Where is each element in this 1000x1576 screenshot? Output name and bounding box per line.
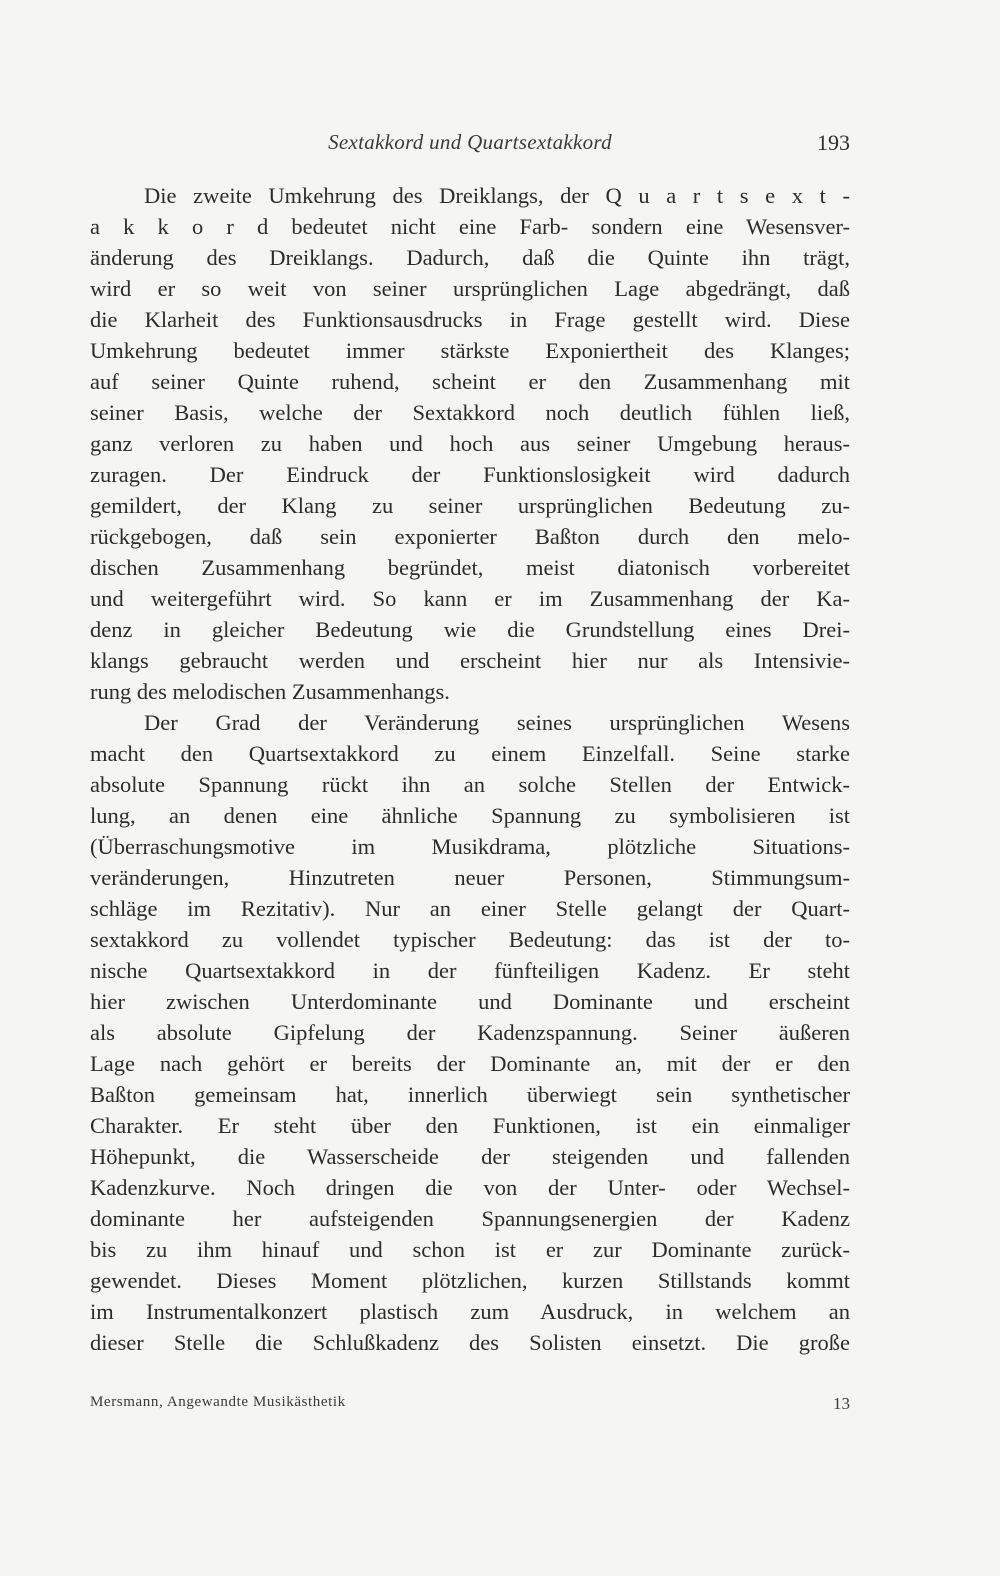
text-line: gewendet. Dieses Moment plötzlichen, kurzen Stillstands kommt (90, 1268, 850, 1293)
text-line: dischen Zusammenhang begründet, meist diatonisch vorbereitet (90, 555, 850, 580)
page-footer (90, 1394, 850, 1418)
printer-signature: Mersmann, Angewandte Musikästhetik (90, 1394, 346, 1410)
text-line: im Instrumentalkonzert plastisch zum Ausdruck, in welchem an (90, 1299, 850, 1324)
paragraph-1 (90, 180, 850, 707)
text-line: lung, an denen eine ähnliche Spannung zu symbolisieren ist (90, 803, 850, 828)
text-line: und weitergeführt wird. So kann er im Zusammenhang der Ka- (90, 586, 850, 611)
text-line: auf seiner Quinte ruhend, scheint er den Zusammenhang mit (90, 369, 850, 394)
text-line: als absolute Gipfelung der Kadenzspannung. Seiner äußeren (90, 1020, 850, 1045)
body-text (90, 180, 850, 1358)
text-line: Baßton gemeinsam hat, innerlich überwiegt sein synthetischer (90, 1082, 850, 1107)
text-line: nische Quartsextakkord in der fünfteiligen Kadenz. Er steht (90, 958, 850, 983)
text-line: Umkehrung bedeutet immer stärkste Exponiertheit des Klanges; (90, 338, 850, 363)
text-line: gemildert, der Klang zu seiner ursprünglichen Bedeutung zu- (90, 493, 850, 518)
text-line: sextakkord zu vollendet typischer Bedeutung: das ist der to- (90, 927, 850, 952)
text-line: Höhepunkt, die Wasserscheide der steigenden und fallenden (90, 1144, 850, 1169)
text-line: macht den Quartsextakkord zu einem Einzelfall. Seine starke (90, 741, 850, 766)
text-line: ganz verloren zu haben und hoch aus seiner Umgebung heraus- (90, 431, 850, 456)
page-number: 193 (817, 130, 850, 155)
text-line: hier zwischen Unterdominante und Dominante und erscheint (90, 989, 850, 1014)
text-line: Der Grad der Veränderung seines ursprünglichen Wesens (144, 710, 850, 735)
text-line: Kadenzkurve. Noch dringen die von der Unter- oder Wechsel- (90, 1175, 850, 1200)
text-line: seiner Basis, welche der Sextakkord noch deutlich fühlen ließ, (90, 400, 850, 425)
text-line: a k k o r d bedeutet nicht eine Farb- sondern eine Wesensver- (90, 214, 850, 239)
text-line: bis zu ihm hinauf und schon ist er zur Dominante zurück- (90, 1237, 850, 1262)
text-line: rung des melodischen Zusammenhangs. (90, 679, 450, 704)
paragraph-2 (90, 707, 850, 1358)
text-line: absolute Spannung rückt ihn an solche Stellen der Entwick- (90, 772, 850, 797)
text-line: dieser Stelle die Schlußkadenz des Solisten einsetzt. Die große (90, 1330, 850, 1355)
text-line: wird er so weit von seiner ursprünglichen Lage abgedrängt, daß (90, 276, 850, 301)
text-line: zuragen. Der Eindruck der Funktionslosigkeit wird dadurch (90, 462, 850, 487)
running-head (90, 128, 850, 162)
running-title: Sextakkord und Quartsextakkord (328, 130, 612, 154)
sheet-number: 13 (833, 1394, 850, 1413)
text-line: Lage nach gehört er bereits der Dominante an, mit der er den (90, 1051, 850, 1076)
text-line: dominante her aufsteigenden Spannungsenergien der Kadenz (90, 1206, 850, 1231)
text-line: Charakter. Er steht über den Funktionen, ist ein einmaliger (90, 1113, 850, 1138)
text-line: (Überraschungsmotive im Musikdrama, plötzliche Situations- (90, 834, 850, 859)
text-line: Die zweite Umkehrung des Dreiklangs, der Q u a r t s e x t - (144, 183, 850, 208)
text-line: denz in gleicher Bedeutung wie die Grundstellung eines Drei- (90, 617, 850, 642)
text-line: rückgebogen, daß sein exponierter Baßton durch den melo- (90, 524, 850, 549)
text-line: schläge im Rezitativ). Nur an einer Stelle gelangt der Quart- (90, 896, 850, 921)
text-line: die Klarheit des Funktionsausdrucks in Frage gestellt wird. Diese (90, 307, 850, 332)
text-line: veränderungen, Hinzutreten neuer Personen, Stimmungsum- (90, 865, 850, 890)
text-line: klangs gebraucht werden und erscheint hier nur als Intensivie- (90, 648, 850, 673)
text-line: änderung des Dreiklangs. Dadurch, daß die Quinte ihn trägt, (90, 245, 850, 270)
